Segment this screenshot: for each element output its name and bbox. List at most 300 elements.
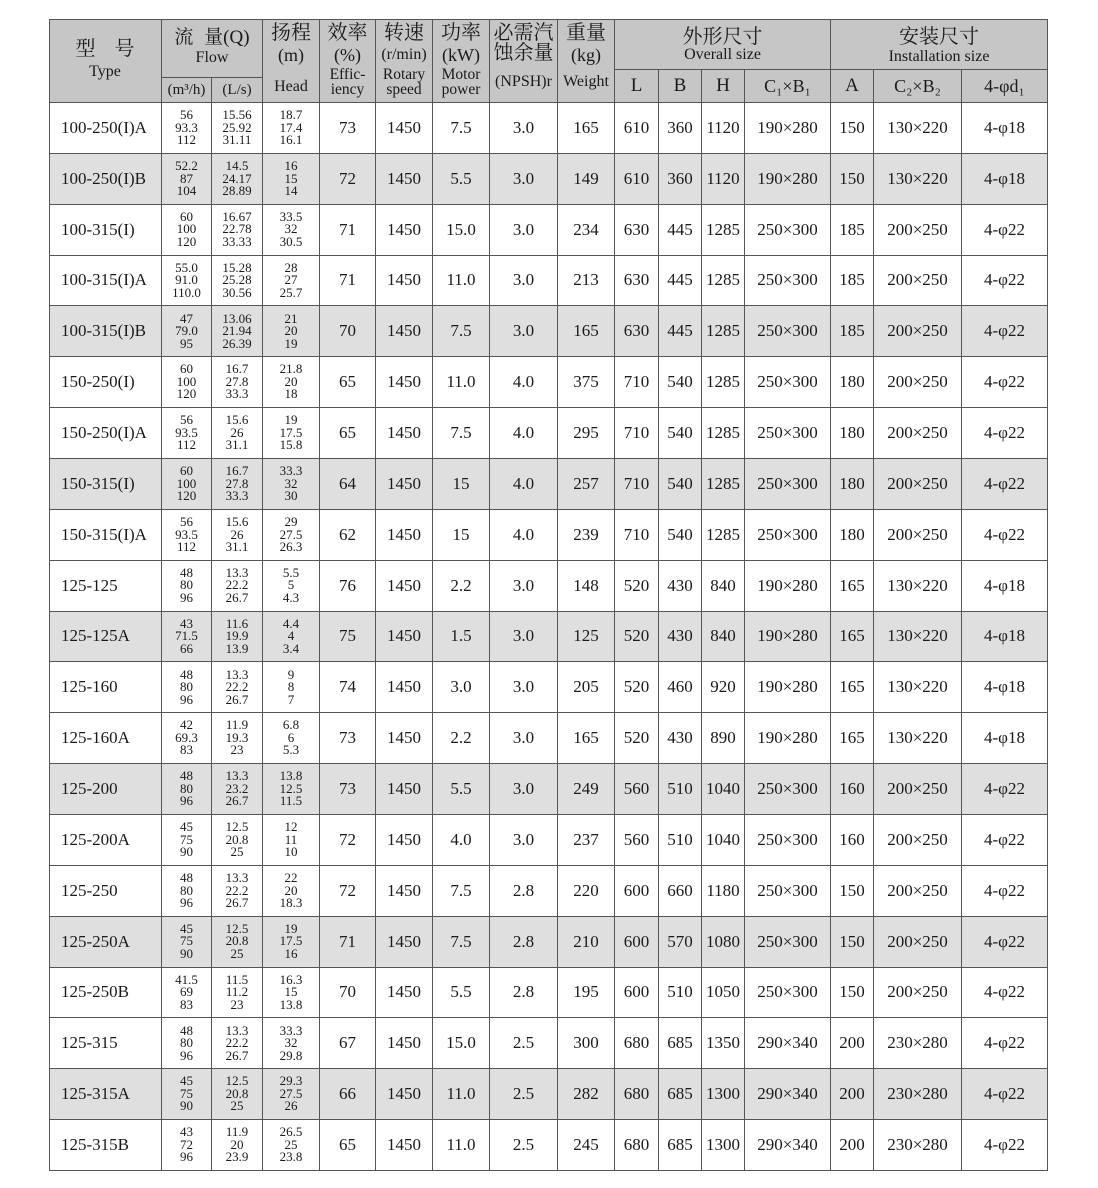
- header-col-h: H: [702, 70, 745, 102]
- header-flow-units: [162, 77, 262, 102]
- flow-ls-value: 20.8: [225, 831, 249, 847]
- table-row: [49, 866, 1048, 917]
- cell-speed: 1450: [376, 510, 433, 561]
- cell-power: 7.5: [433, 306, 490, 357]
- head-value: 19: [284, 920, 298, 936]
- flow-m3h-stack: [175, 516, 198, 554]
- head-value: 30: [284, 488, 298, 504]
- flow-m3h-stack: [176, 208, 197, 249]
- cell-npsh: 3.0: [490, 713, 558, 764]
- flow-ls-value: 11.9: [225, 1124, 249, 1140]
- cell-power: 15.0: [433, 205, 490, 256]
- cell-bolt-holes: 4-φ22: [962, 408, 1048, 459]
- cell-overall-b: 430: [659, 713, 702, 764]
- cell-flow-m3h: [162, 256, 212, 307]
- header-power-zh: 功率: [441, 22, 481, 44]
- flow-m3h-value: 87: [180, 170, 193, 186]
- flow-m3h-value: 45: [180, 819, 193, 835]
- head-value: 9: [287, 666, 295, 682]
- cell-efficiency: 72: [320, 866, 376, 917]
- cell-flow-m3h: [162, 561, 212, 612]
- cell-overall-h: 840: [702, 612, 745, 663]
- flow-m3h-value: 43: [180, 615, 193, 631]
- cell-speed: 1450: [376, 561, 433, 612]
- head-value: 18.3: [279, 895, 303, 911]
- header-efficiency-en-1: Effic-: [329, 66, 366, 83]
- cell-overall-b: 430: [659, 561, 702, 612]
- head-value: 25: [284, 1136, 298, 1152]
- cell-bolt-holes: 4-φ22: [962, 764, 1048, 815]
- cell-overall-b: 510: [659, 968, 702, 1019]
- header-col-c2-b2: C₂×B₂: [874, 70, 962, 102]
- head-value: 4.4: [282, 615, 300, 631]
- head-value: 14: [284, 183, 298, 199]
- pump-spec-table: [49, 19, 1048, 1171]
- flow-m3h-value: 83: [180, 996, 193, 1012]
- head-value: 28: [284, 259, 298, 275]
- cell-flow-m3h: [162, 103, 212, 154]
- flow-m3h-value: 42: [180, 717, 193, 733]
- header-speed-unit: (r/min): [381, 46, 427, 63]
- flow-m3h-value: 80: [180, 679, 193, 695]
- head-value: 26.5: [279, 1124, 303, 1140]
- header-weight-unit: (kg): [571, 45, 601, 65]
- cell-c1-b1: 290×340: [745, 1120, 831, 1171]
- head-stack: [279, 259, 303, 300]
- cell-bolt-holes: 4-φ22: [962, 1018, 1048, 1069]
- cell-speed: 1450: [376, 662, 433, 713]
- head-value: 3.4: [282, 640, 300, 656]
- cell-install-a: 160: [831, 764, 874, 815]
- cell-type: 125-315: [49, 1018, 162, 1069]
- cell-overall-b: 430: [659, 612, 702, 663]
- header-speed-en-2: speed: [386, 81, 422, 98]
- flow-ls-value: 15.56: [222, 107, 252, 123]
- cell-c1-b1: 290×340: [745, 1069, 831, 1120]
- flow-m3h-value: 95: [180, 335, 193, 351]
- head-value: 17.5: [279, 933, 303, 949]
- flow-m3h-value: 80: [180, 577, 193, 593]
- cell-power: 15.0: [433, 1018, 490, 1069]
- flow-ls-value: 26.7: [225, 793, 249, 809]
- header-weight-zh: 重量: [566, 22, 606, 44]
- flow-ls-value: 11.5: [225, 971, 249, 987]
- table-row: [49, 256, 1048, 307]
- cell-bolt-holes: 4-φ18: [962, 154, 1048, 205]
- cell-type: 125-250A: [49, 917, 162, 968]
- cell-c1-b1: 250×300: [745, 357, 831, 408]
- cell-c2-b2: 200×250: [874, 357, 962, 408]
- head-value: 20: [284, 323, 298, 339]
- flow-m3h-value: 75: [180, 831, 193, 847]
- cell-flow-m3h: [162, 815, 212, 866]
- flow-ls-value: 31.1: [225, 539, 249, 555]
- flow-m3h-value: 96: [180, 895, 193, 911]
- cell-npsh: 3.0: [490, 306, 558, 357]
- flow-ls-stack: [226, 821, 249, 859]
- cell-overall-l: 630: [615, 256, 659, 307]
- table-row: [49, 103, 1048, 154]
- cell-overall-h: 1285: [702, 256, 745, 307]
- cell-bolt-holes: 4-φ22: [962, 306, 1048, 357]
- flow-m3h-value: 80: [180, 780, 193, 796]
- cell-c1-b1: 190×280: [745, 154, 831, 205]
- head-stack: [287, 666, 295, 707]
- flow-m3h-value: 55.0: [175, 259, 198, 275]
- flow-m3h-value: 96: [180, 1047, 193, 1063]
- header-power-unit: (kW): [442, 45, 480, 65]
- head-value: 16: [284, 945, 298, 961]
- flow-ls-value: 11.2: [225, 984, 249, 1000]
- cell-flow-m3h: [162, 1120, 212, 1171]
- cell-overall-b: 685: [659, 1069, 702, 1120]
- header-type: [49, 19, 162, 103]
- flow-ls-value: 13.06: [222, 310, 252, 326]
- head-value: 11: [284, 831, 298, 847]
- cell-speed: 1450: [376, 612, 433, 663]
- cell-speed: 1450: [376, 1069, 433, 1120]
- header-col-l: L: [615, 70, 659, 102]
- header-type-en: Type: [89, 63, 121, 80]
- cell-flow-m3h: [162, 510, 212, 561]
- head-value: 5.5: [282, 564, 300, 580]
- cell-overall-l: 680: [615, 1069, 659, 1120]
- cell-type: 125-250B: [49, 968, 162, 1019]
- head-value: 11.5: [279, 793, 303, 809]
- cell-overall-l: 520: [615, 612, 659, 663]
- cell-overall-h: 1285: [702, 205, 745, 256]
- cell-speed: 1450: [376, 1120, 433, 1171]
- cell-c2-b2: 230×280: [874, 1069, 962, 1120]
- cell-c2-b2: 200×250: [874, 510, 962, 561]
- cell-install-a: 150: [831, 968, 874, 1019]
- flow-ls-value: 20.8: [225, 933, 249, 949]
- cell-weight: 195: [558, 968, 615, 1019]
- flow-ls-value: 16.7: [225, 361, 249, 377]
- flow-m3h-value: 93.5: [175, 424, 198, 440]
- cell-c1-b1: 190×280: [745, 713, 831, 764]
- cell-efficiency: 65: [320, 1120, 376, 1171]
- cell-c1-b1: 250×300: [745, 917, 831, 968]
- cell-npsh: 2.8: [490, 866, 558, 917]
- cell-c1-b1: 250×300: [745, 815, 831, 866]
- header-weight: [558, 19, 615, 103]
- cell-overall-b: 685: [659, 1120, 702, 1171]
- head-value: 4: [287, 628, 295, 644]
- cell-overall-b: 685: [659, 1018, 702, 1069]
- flow-ls-value: 22.2: [225, 1035, 249, 1051]
- table-row: [49, 306, 1048, 357]
- flow-ls-stack: [225, 1022, 249, 1063]
- cell-power: 7.5: [433, 866, 490, 917]
- cell-efficiency: 64: [320, 459, 376, 510]
- cell-npsh: 2.8: [490, 917, 558, 968]
- flow-ls-value: 23.9: [225, 1149, 249, 1165]
- cell-flow-m3h: [162, 764, 212, 815]
- flow-ls-value: 13.9: [225, 640, 249, 656]
- cell-efficiency: 67: [320, 1018, 376, 1069]
- cell-speed: 1450: [376, 968, 433, 1019]
- flow-ls-value: 26.7: [225, 691, 249, 707]
- head-stack: [279, 1022, 303, 1063]
- cell-install-a: 165: [831, 662, 874, 713]
- flow-m3h-value: 104: [176, 183, 197, 199]
- table-row: [49, 1018, 1048, 1069]
- head-value: 27.5: [279, 1085, 303, 1101]
- cell-overall-h: 1180: [702, 866, 745, 917]
- flow-m3h-value: 43: [180, 1124, 193, 1140]
- head-value: 29.3: [279, 1073, 303, 1089]
- cell-flow-ls: [212, 612, 263, 663]
- cell-flow-ls: [212, 1120, 263, 1171]
- head-value: 29: [284, 514, 298, 530]
- cell-head: [263, 561, 320, 612]
- header-speed: [376, 19, 433, 103]
- table-row: [49, 357, 1048, 408]
- header-overall-size: [615, 19, 831, 103]
- flow-ls-stack: [226, 872, 249, 910]
- cell-flow-m3h: [162, 357, 212, 408]
- head-value: 7: [287, 691, 295, 707]
- cell-overall-l: 710: [615, 510, 659, 561]
- cell-weight: 149: [558, 154, 615, 205]
- flow-ls-value: 15.28: [222, 259, 252, 275]
- cell-overall-h: 1285: [702, 357, 745, 408]
- cell-speed: 1450: [376, 917, 433, 968]
- cell-overall-l: 710: [615, 459, 659, 510]
- cell-c2-b2: 200×250: [874, 764, 962, 815]
- flow-ls-value: 16.67: [222, 208, 252, 224]
- flow-m3h-value: 112: [176, 539, 197, 555]
- cell-c2-b2: 130×220: [874, 612, 962, 663]
- header-col-bolt-holes: 4-φd₁: [984, 75, 1025, 96]
- head-value: 23.8: [279, 1149, 303, 1165]
- cell-flow-ls: [212, 968, 263, 1019]
- cell-power: 7.5: [433, 103, 490, 154]
- flow-ls-stack: [226, 414, 249, 452]
- head-value: 6: [287, 729, 295, 745]
- cell-power: 5.5: [433, 154, 490, 205]
- flow-ls-value: 22.78: [222, 221, 252, 237]
- cell-npsh: 3.0: [490, 764, 558, 815]
- head-value: 17.4: [279, 119, 303, 135]
- cell-c1-b1: 250×300: [745, 408, 831, 459]
- table-row: [49, 408, 1048, 459]
- cell-speed: 1450: [376, 357, 433, 408]
- cell-overall-h: 890: [702, 713, 745, 764]
- cell-power: 2.2: [433, 561, 490, 612]
- cell-flow-m3h: [162, 408, 212, 459]
- cell-npsh: 3.0: [490, 256, 558, 307]
- cell-npsh: 2.8: [490, 968, 558, 1019]
- head-value: 4.3: [282, 589, 300, 605]
- cell-type: 125-315A: [49, 1069, 162, 1120]
- flow-ls-value: 25: [230, 844, 244, 860]
- flow-m3h-value: 45: [180, 920, 193, 936]
- flow-m3h-value: 100: [176, 373, 197, 389]
- cell-c2-b2: 200×250: [874, 815, 962, 866]
- header-installation-size-zh: 安装尺寸: [899, 26, 979, 48]
- head-stack: [283, 719, 299, 757]
- cell-c1-b1: 190×280: [745, 612, 831, 663]
- cell-c1-b1: 250×300: [745, 510, 831, 561]
- flow-ls-value: 25.28: [222, 272, 252, 288]
- cell-weight: 210: [558, 917, 615, 968]
- cell-bolt-holes: 4-φ22: [962, 1120, 1048, 1171]
- flow-m3h-value: 79.0: [175, 323, 198, 339]
- cell-flow-ls: [212, 662, 263, 713]
- flow-m3h-stack: [180, 920, 193, 961]
- header-power-en-1: Motor: [441, 66, 481, 83]
- flow-ls-stack: [222, 109, 251, 147]
- cell-flow-ls: [212, 510, 263, 561]
- flow-m3h-value: 56: [180, 514, 193, 530]
- head-value: 17.5: [279, 424, 303, 440]
- cell-overall-h: 840: [702, 561, 745, 612]
- flow-m3h-value: 56: [180, 107, 193, 123]
- cell-bolt-holes: 4-φ22: [962, 459, 1048, 510]
- cell-type: 100-315(I)A: [49, 256, 162, 307]
- table-row: [49, 1069, 1048, 1120]
- cell-c1-b1: 250×300: [745, 764, 831, 815]
- cell-bolt-holes: 4-φ22: [962, 815, 1048, 866]
- cell-overall-l: 680: [615, 1120, 659, 1171]
- table-row: [49, 815, 1048, 866]
- cell-c2-b2: 200×250: [874, 408, 962, 459]
- table-row: [49, 510, 1048, 561]
- cell-overall-h: 1050: [702, 968, 745, 1019]
- head-value: 21: [284, 310, 298, 326]
- cell-overall-h: 1120: [702, 103, 745, 154]
- cell-install-a: 165: [831, 561, 874, 612]
- cell-flow-m3h: [162, 917, 212, 968]
- cell-efficiency: 76: [320, 561, 376, 612]
- flow-ls-value: 14.5: [225, 158, 249, 174]
- cell-head: [263, 256, 320, 307]
- cell-c2-b2: 130×220: [874, 662, 962, 713]
- flow-ls-value: 21.94: [222, 323, 252, 339]
- cell-power: 11.0: [433, 256, 490, 307]
- flow-ls-stack: [226, 719, 249, 757]
- flow-m3h-stack: [175, 971, 198, 1012]
- cell-flow-ls: [212, 917, 263, 968]
- cell-type: 100-315(I): [49, 205, 162, 256]
- cell-npsh: 4.0: [490, 357, 558, 408]
- cell-speed: 1450: [376, 1018, 433, 1069]
- flow-m3h-value: 90: [180, 1098, 193, 1114]
- head-stack: [280, 516, 303, 554]
- cell-flow-ls: [212, 205, 263, 256]
- cell-overall-b: 445: [659, 256, 702, 307]
- header-overall-size-zh: 外形尺寸: [682, 26, 763, 48]
- cell-c2-b2: 200×250: [874, 256, 962, 307]
- cell-flow-ls: [212, 459, 263, 510]
- cell-install-a: 160: [831, 815, 874, 866]
- head-stack: [280, 1075, 303, 1113]
- cell-type: 125-200: [49, 764, 162, 815]
- cell-bolt-holes: 4-φ18: [962, 713, 1048, 764]
- cell-flow-ls: [212, 561, 263, 612]
- cell-npsh: 3.0: [490, 154, 558, 205]
- cell-npsh: 3.0: [490, 103, 558, 154]
- cell-c2-b2: 230×280: [874, 1120, 962, 1171]
- cell-power: 7.5: [433, 408, 490, 459]
- cell-efficiency: 73: [320, 103, 376, 154]
- cell-type: 125-160: [49, 662, 162, 713]
- cell-overall-h: 1350: [702, 1018, 745, 1069]
- head-value: 6.8: [282, 717, 300, 733]
- cell-npsh: 3.0: [490, 561, 558, 612]
- header-overall-size-en: Overall size: [684, 46, 761, 63]
- flow-ls-value: 12.5: [225, 819, 249, 835]
- header-power-en-2: power: [441, 81, 481, 98]
- cell-install-a: 180: [831, 357, 874, 408]
- head-stack: [279, 971, 303, 1012]
- cell-head: [263, 357, 320, 408]
- flow-m3h-value: 71.5: [175, 628, 198, 644]
- header-head-zh: 扬程: [271, 22, 311, 44]
- header-efficiency: [320, 19, 376, 103]
- flow-m3h-stack: [177, 465, 197, 503]
- head-value: 27.5: [279, 526, 303, 542]
- cell-npsh: 4.0: [490, 459, 558, 510]
- head-stack: [284, 310, 298, 351]
- cell-speed: 1450: [376, 713, 433, 764]
- cell-flow-m3h: [162, 306, 212, 357]
- flow-ls-value: 22.2: [225, 577, 249, 593]
- flow-ls-value: 24.17: [222, 170, 252, 186]
- cell-overall-l: 520: [615, 713, 659, 764]
- cell-weight: 300: [558, 1018, 615, 1069]
- cell-overall-l: 600: [615, 968, 659, 1019]
- cell-weight: 237: [558, 815, 615, 866]
- head-stack: [280, 465, 303, 503]
- flow-m3h-value: 75: [180, 933, 193, 949]
- header-col-a: A: [831, 70, 874, 102]
- cell-flow-ls: [212, 713, 263, 764]
- head-value: 25.7: [279, 284, 303, 300]
- cell-power: 5.5: [433, 764, 490, 815]
- head-stack: [279, 920, 303, 961]
- cell-weight: 148: [558, 561, 615, 612]
- head-value: 5: [287, 577, 295, 593]
- cell-overall-h: 1040: [702, 815, 745, 866]
- cell-flow-m3h: [162, 612, 212, 663]
- flow-m3h-value: 96: [180, 691, 193, 707]
- head-value: 26: [284, 1098, 298, 1114]
- cell-flow-ls: [212, 154, 263, 205]
- cell-c1-b1: 250×300: [745, 968, 831, 1019]
- cell-efficiency: 71: [320, 256, 376, 307]
- head-value: 32: [284, 475, 298, 491]
- flow-m3h-value: 90: [180, 945, 193, 961]
- header-installation-size: [831, 19, 1048, 103]
- cell-overall-h: 1285: [702, 510, 745, 561]
- head-stack: [280, 1126, 303, 1164]
- cell-overall-h: 1080: [702, 917, 745, 968]
- cell-overall-l: 560: [615, 815, 659, 866]
- cell-bolt-holes: 4-φ18: [962, 103, 1048, 154]
- head-value: 26.3: [279, 539, 303, 555]
- header-head-unit: (m): [278, 45, 304, 65]
- head-value: 19: [284, 412, 298, 428]
- head-value: 32: [284, 1035, 298, 1051]
- head-stack: [280, 109, 303, 147]
- flow-m3h-value: 48: [180, 564, 193, 580]
- cell-flow-m3h: [162, 205, 212, 256]
- head-value: 15.8: [279, 437, 303, 453]
- flow-m3h-stack: [180, 1022, 193, 1063]
